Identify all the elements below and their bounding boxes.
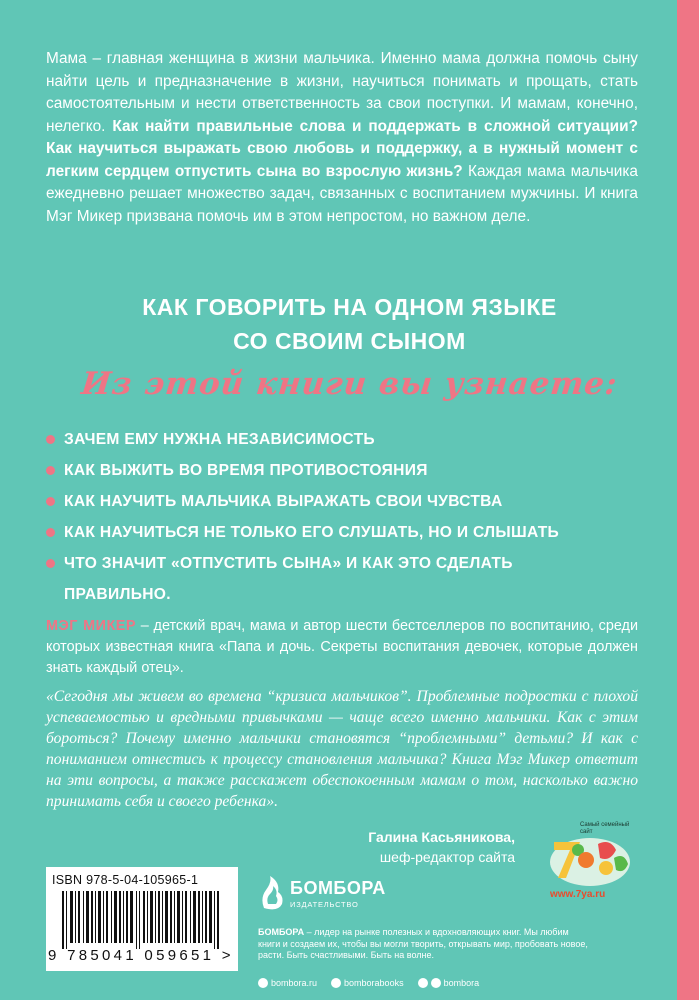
bullet-dot-icon	[46, 466, 55, 475]
signature-role: шеф-редактор сайта	[379, 849, 515, 865]
list-item: КАК НАУЧИТЬСЯ НЕ ТОЛЬКО ЕГО СЛУШАТЬ, НО И СЛЫШАТЬ	[46, 517, 646, 548]
publisher-desc-bold: БОМБОРА	[258, 927, 305, 937]
learn-list	[46, 424, 646, 610]
list-item: КАК ВЫЖИТЬ ВО ВРЕМЯ ПРОТИВОСТОЯНИЯ	[46, 455, 646, 486]
intro-text-1: Мама – главная женщина в жизни мальчика. Именно мама должна помочь сыну найти цель и предназначение в жизни, научиться понимать и прощать, стать самостоятельным и нести ответственность за свои поступки. И мамам, конечно, нелегко.	[46, 50, 638, 135]
bullet-dot-icon	[46, 528, 55, 537]
barcode-panel	[46, 867, 238, 971]
publisher-desc-text: – лидер на рынке полезных и вдохновляющих книг. Мы любим книги и создаем их, чтобы вы могли творить, открывать мир, пробовать новое, расти. Быть счастливыми. Быть на волне.	[258, 927, 588, 960]
social-website[interactable]: bombora.ru	[258, 977, 317, 989]
isbn-text: ISBN 978-5-04-105965-1	[52, 873, 199, 887]
barcode-icon	[56, 891, 228, 949]
list-item: ЗАЧЕМ ЕМУ НУЖНА НЕЗАВИСИМОСТЬ	[46, 424, 646, 455]
author-bio-text: – детский врач, мама и автор шести бестселлеров по воспитанию, среди которых известная книга «Папа и дочь. Секреты воспитания девочек, которые должен знать каждый отец».	[46, 618, 638, 676]
publisher-name: БОМБОРА	[290, 878, 386, 898]
site-badge: Самый семейный сайт	[580, 822, 630, 835]
pink-edge-stripe	[677, 0, 699, 1000]
author-name: МЭГ МИКЕР	[46, 618, 136, 634]
list-item-continuation: ПРАВИЛЬНО.	[64, 586, 171, 603]
bombora-wave-icon	[258, 874, 286, 912]
instagram-icon	[258, 978, 268, 988]
author-bio	[46, 616, 638, 679]
publisher-logo	[258, 872, 386, 914]
bullet-dot-icon	[46, 435, 55, 444]
bullet-dot-icon	[46, 559, 55, 568]
section-heading	[22, 290, 677, 358]
editor-quote: «Сегодня мы живем во времена “кризиса мальчиков”. Проблемные подростки с плохой успеваемостью и вредными привычками — чаще всего именно мальчики. Как с этим бороться? Почему именно мальчики становятся “проблемными” детьми? И как с пониманием отнестись к процессу становления мальчика? Книга Мэг Микер ответит на эти вопросы, а также расскажет обеспокоенным мамам о том, насколько важно принимать себя и своего ребенка».	[46, 688, 638, 810]
intro-bold-questions: Как найти правильные слова и поддержать в сложной ситуации? Как научиться выражать свою любовь и поддержку, а в нужный момент с легким сердцем отпустить сына во взрослую жизнь?	[46, 117, 638, 180]
social-links	[258, 977, 479, 989]
signature-name: Галина Касьяникова,	[368, 829, 515, 845]
publisher-sub: ИЗДАТЕЛЬСТВО	[290, 900, 359, 909]
social-telegram[interactable]: bombora	[418, 977, 480, 989]
plus-icon	[418, 978, 428, 988]
intro-paragraph	[46, 48, 638, 228]
vk-icon	[331, 978, 341, 988]
heading-line-2: СО СВОИМ СЫНОМ	[233, 328, 466, 354]
site-7ya-logo	[540, 822, 640, 900]
learn-title: Из этой книги вы узнаете:	[79, 366, 620, 402]
site-url: www.7ya.ru	[550, 889, 606, 900]
bullet-dot-icon	[46, 497, 55, 506]
publisher-description	[258, 927, 588, 962]
quote-signature	[368, 827, 515, 867]
intro-text-2: Каждая мама мальчика ежедневно решает множество задач, связанных с воспитанием мужчины. И книга Мэг Микер призвана помочь им в этом непростом, но важном деле.	[46, 162, 638, 225]
list-item: КАК НАУЧИТЬ МАЛЬЧИКА ВЫРАЖАТЬ СВОИ ЧУВСТВА	[46, 486, 646, 517]
telegram-icon	[431, 978, 441, 988]
barcode-digits: 9 785041 059651 >	[48, 947, 234, 964]
list-item: ЧТО ЗНАЧИТ «ОТПУСТИТЬ СЫНА» И КАК ЭТО СДЕЛАТЬ	[46, 548, 646, 579]
heading-line-1: КАК ГОВОРИТЬ НА ОДНОМ ЯЗЫКЕ	[142, 294, 557, 320]
social-vk[interactable]: bomborabooks	[331, 977, 404, 989]
